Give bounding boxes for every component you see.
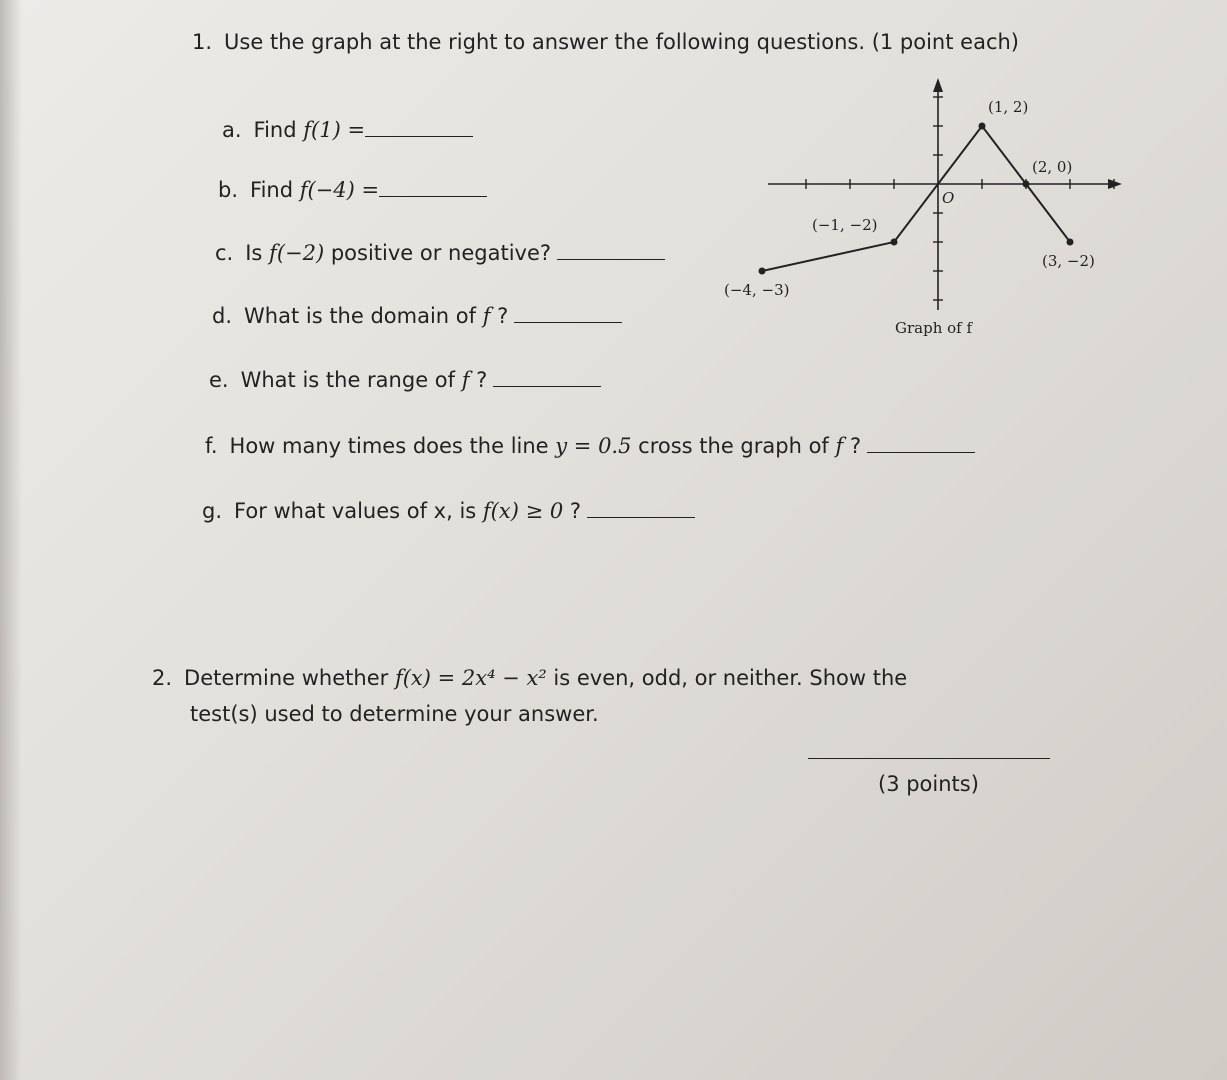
part-d-letter: d. <box>212 304 233 328</box>
graph-caption: Graph of f <box>895 319 973 337</box>
question-2-answer-blank[interactable] <box>808 758 1050 759</box>
graph-point <box>1067 239 1074 246</box>
question-2-text-pre: Determine whether <box>184 666 395 690</box>
part-f-text-post: ? <box>843 434 862 458</box>
part-g-letter: g. <box>202 499 223 523</box>
part-c <box>215 241 665 265</box>
question-2-number: 2. <box>152 666 173 690</box>
part-e-math: f <box>461 368 470 392</box>
part-e-text: What is the range of <box>240 368 462 392</box>
point-label: (−4, −3) <box>724 281 790 299</box>
part-e-letter: e. <box>209 368 229 392</box>
point-label: (2, 0) <box>1032 158 1073 176</box>
graph-points <box>724 98 1095 299</box>
part-f-letter: f. <box>205 434 218 458</box>
question-2-line2: test(s) used to determine your answer. <box>190 702 599 726</box>
part-b-letter: b. <box>218 178 239 202</box>
part-a-answer-blank[interactable] <box>365 118 473 137</box>
part-g-text-post: ? <box>563 499 582 523</box>
part-g-text: For what values of x, is <box>234 499 483 523</box>
part-e-text-post: ? <box>469 368 488 392</box>
part-d-math: f <box>482 304 491 328</box>
part-f-math2: f <box>835 434 844 458</box>
part-b <box>218 178 487 202</box>
part-c-text-post: positive or negative? <box>324 241 552 265</box>
part-f-text-mid: cross the graph of <box>631 434 836 458</box>
question-1-text: Use the graph at the right to answer the following questions. (1 point each) <box>224 30 1019 54</box>
function-graph <box>724 78 1130 348</box>
page-shadow <box>0 0 22 1080</box>
part-a <box>222 118 473 142</box>
graph-point <box>759 268 766 275</box>
part-f-text: How many times does the line <box>229 434 556 458</box>
part-d <box>212 304 622 328</box>
part-a-letter: a. <box>222 118 242 142</box>
part-f <box>205 434 975 458</box>
part-g-answer-blank[interactable] <box>587 499 695 518</box>
part-b-answer-blank[interactable] <box>379 178 487 197</box>
part-d-answer-blank[interactable] <box>514 304 622 323</box>
point-label: (−1, −2) <box>812 216 878 234</box>
part-c-text: Is <box>245 241 270 265</box>
origin-label: O <box>942 189 955 207</box>
graph-point <box>979 123 986 130</box>
function-curve <box>762 126 1073 271</box>
part-b-math: f(−4) = <box>299 178 380 202</box>
question-1-number: 1. <box>192 30 213 54</box>
question-2-points: (3 points) <box>878 772 979 796</box>
part-e <box>209 368 601 392</box>
question-2-math: f(x) = 2x⁴ − x² <box>394 666 547 690</box>
graph-point <box>891 239 898 246</box>
part-c-letter: c. <box>215 241 234 265</box>
question-2-text-post: is even, odd, or neither. Show the <box>546 666 908 690</box>
part-c-math: f(−2) <box>269 241 325 265</box>
part-c-answer-blank[interactable] <box>557 241 665 260</box>
part-a-math: f(1) = <box>303 118 366 142</box>
question-2-line1 <box>152 666 907 690</box>
part-a-text: Find <box>253 118 304 142</box>
part-d-text: What is the domain of <box>244 304 483 328</box>
part-f-answer-blank[interactable] <box>867 434 975 453</box>
point-label: (1, 2) <box>988 98 1029 116</box>
part-b-text: Find <box>250 178 300 202</box>
graph-point <box>1023 181 1030 188</box>
point-label: (3, −2) <box>1042 252 1095 270</box>
part-d-text-post: ? <box>490 304 509 328</box>
x-axis <box>768 179 1122 189</box>
part-g <box>202 499 695 523</box>
question-1-prompt <box>192 30 1019 54</box>
part-e-answer-blank[interactable] <box>493 368 601 387</box>
part-f-math: y = 0.5 <box>555 434 632 458</box>
part-g-math: f(x) ≥ 0 <box>482 499 564 523</box>
